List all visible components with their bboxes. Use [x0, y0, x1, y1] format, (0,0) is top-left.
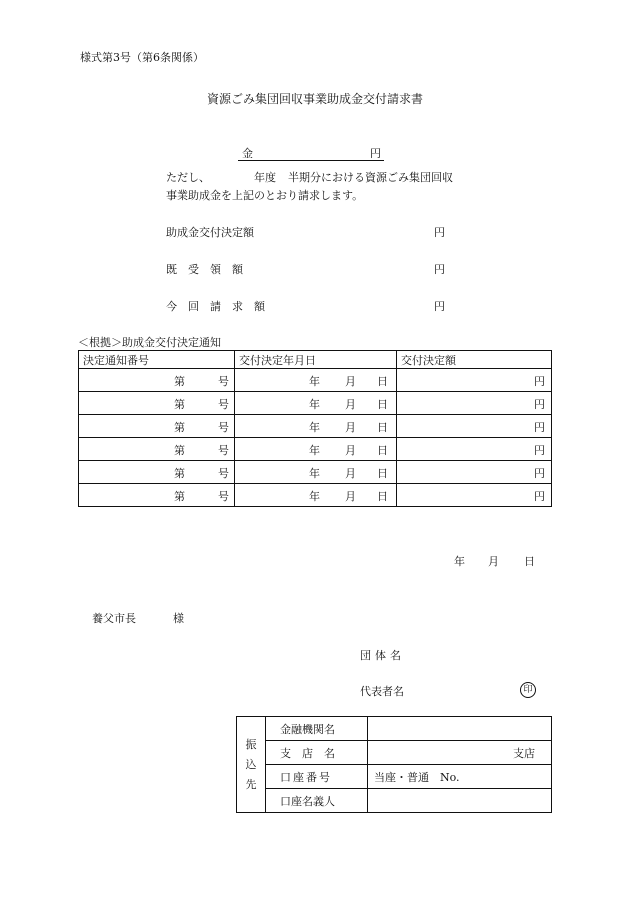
decision-amount-cell[interactable] [397, 392, 552, 415]
yen-label: 円 [370, 147, 381, 160]
day-label: 日 [377, 375, 388, 388]
go-label: 号 [218, 467, 229, 480]
branch-name-label: 支 店 名 [266, 741, 368, 765]
header-decision-date: 交付決定年月日 [235, 351, 397, 369]
branch-name-value[interactable]: 支店 [368, 741, 552, 765]
day-label: 日 [377, 490, 388, 503]
decision-date-cell[interactable] [235, 415, 397, 438]
yen-label: 円 [534, 444, 545, 457]
amount-label-decision: 助成金交付決定額 [166, 226, 254, 239]
month-label: 月 [345, 375, 356, 388]
month-label: 月 [345, 467, 356, 480]
decision-row [79, 484, 552, 507]
month-label: 月 [345, 490, 356, 503]
amount-unit-received: 円 [434, 263, 445, 276]
day-label: 日 [377, 467, 388, 480]
body-line2: 事業助成金を上記のとおり請求します。 [166, 189, 364, 202]
year-label: 年 [309, 398, 320, 411]
notice-number-cell[interactable] [79, 438, 235, 461]
yen-label: 円 [534, 421, 545, 434]
dai-label: 第 [174, 490, 185, 503]
decision-date-cell[interactable] [235, 484, 397, 507]
decision-date-cell[interactable] [235, 438, 397, 461]
bank-name-label: 金融機関名 [266, 717, 368, 741]
dai-label: 第 [174, 398, 185, 411]
decision-amount-cell[interactable] [397, 415, 552, 438]
amount-label-received: 既 受 領 額 [166, 263, 243, 276]
body-nendo: 年度 [254, 171, 276, 184]
date-month: 月 [488, 555, 499, 568]
year-label: 年 [309, 444, 320, 457]
body-tadashi: ただし、 [166, 171, 210, 184]
form-number: 様式第3号（第6条関係） [80, 51, 204, 64]
yen-label: 円 [534, 398, 545, 411]
decision-table-header [79, 351, 552, 369]
account-number-value[interactable]: 当座・普通 No. [368, 765, 552, 789]
day-label: 日 [377, 421, 388, 434]
transfer-destination-label [237, 717, 266, 813]
account-holder-label: 口座名義人 [266, 789, 368, 813]
decision-amount-cell[interactable] [397, 484, 552, 507]
bank-name-value[interactable] [368, 717, 552, 741]
notice-number-cell[interactable] [79, 484, 235, 507]
day-label: 日 [377, 444, 388, 457]
amount-unit-request: 円 [434, 300, 445, 313]
date-year: 年 [454, 555, 465, 568]
dai-label: 第 [174, 375, 185, 388]
bank-transfer-table [236, 716, 552, 813]
side-char-3: 先 [245, 777, 257, 791]
go-label: 号 [218, 444, 229, 457]
decision-row [79, 369, 552, 392]
addressee-sama: 様 [173, 612, 184, 625]
month-label: 月 [345, 421, 356, 434]
decision-row [79, 438, 552, 461]
representative-label: 代表者名 [360, 685, 404, 698]
amount-label-request: 今 回 請 求 額 [166, 300, 265, 313]
document-title: 資源ごみ集団回収事業助成金交付請求書 [207, 92, 424, 106]
seal-mark: 印 [520, 682, 536, 698]
decision-date-cell[interactable] [235, 461, 397, 484]
side-char-1: 振 [245, 737, 257, 751]
decision-amount-cell[interactable] [397, 438, 552, 461]
notice-number-cell[interactable] [79, 461, 235, 484]
header-decision-amount: 交付決定額 [397, 351, 552, 369]
decision-amount-cell[interactable] [397, 369, 552, 392]
group-name-label: 団体名 [360, 649, 405, 662]
dai-label: 第 [174, 421, 185, 434]
account-holder-value[interactable] [368, 789, 552, 813]
go-label: 号 [218, 421, 229, 434]
month-label: 月 [345, 444, 356, 457]
yen-label: 円 [534, 467, 545, 480]
kin-label: 金 [242, 147, 253, 160]
body-line1-rest: 半期分における資源ごみ集団回収 [288, 171, 453, 184]
decision-row [79, 415, 552, 438]
year-label: 年 [309, 467, 320, 480]
day-label: 日 [377, 398, 388, 411]
notice-number-cell[interactable] [79, 415, 235, 438]
basis-heading: ＜根拠＞助成金交付決定通知 [78, 336, 221, 349]
go-label: 号 [218, 490, 229, 503]
decision-date-cell[interactable] [235, 392, 397, 415]
account-number-label: 口座番号 [266, 765, 368, 789]
decision-row [79, 392, 552, 415]
side-char-2: 込 [245, 757, 257, 771]
amount-unit-decision: 円 [434, 226, 445, 239]
year-label: 年 [309, 490, 320, 503]
yen-label: 円 [534, 375, 545, 388]
decision-date-cell[interactable] [235, 369, 397, 392]
dai-label: 第 [174, 444, 185, 457]
notice-number-cell[interactable] [79, 392, 235, 415]
yen-label: 円 [534, 490, 545, 503]
amount-line [238, 145, 384, 161]
month-label: 月 [345, 398, 356, 411]
go-label: 号 [218, 398, 229, 411]
decision-amount-cell[interactable] [397, 461, 552, 484]
dai-label: 第 [174, 467, 185, 480]
go-label: 号 [218, 375, 229, 388]
decision-table [78, 350, 552, 507]
year-label: 年 [309, 421, 320, 434]
date-day: 日 [524, 555, 535, 568]
notice-number-cell[interactable] [79, 369, 235, 392]
year-label: 年 [309, 375, 320, 388]
decision-row [79, 461, 552, 484]
header-notice-number: 決定通知番号 [79, 351, 235, 369]
addressee-name: 養父市長 [92, 612, 136, 625]
